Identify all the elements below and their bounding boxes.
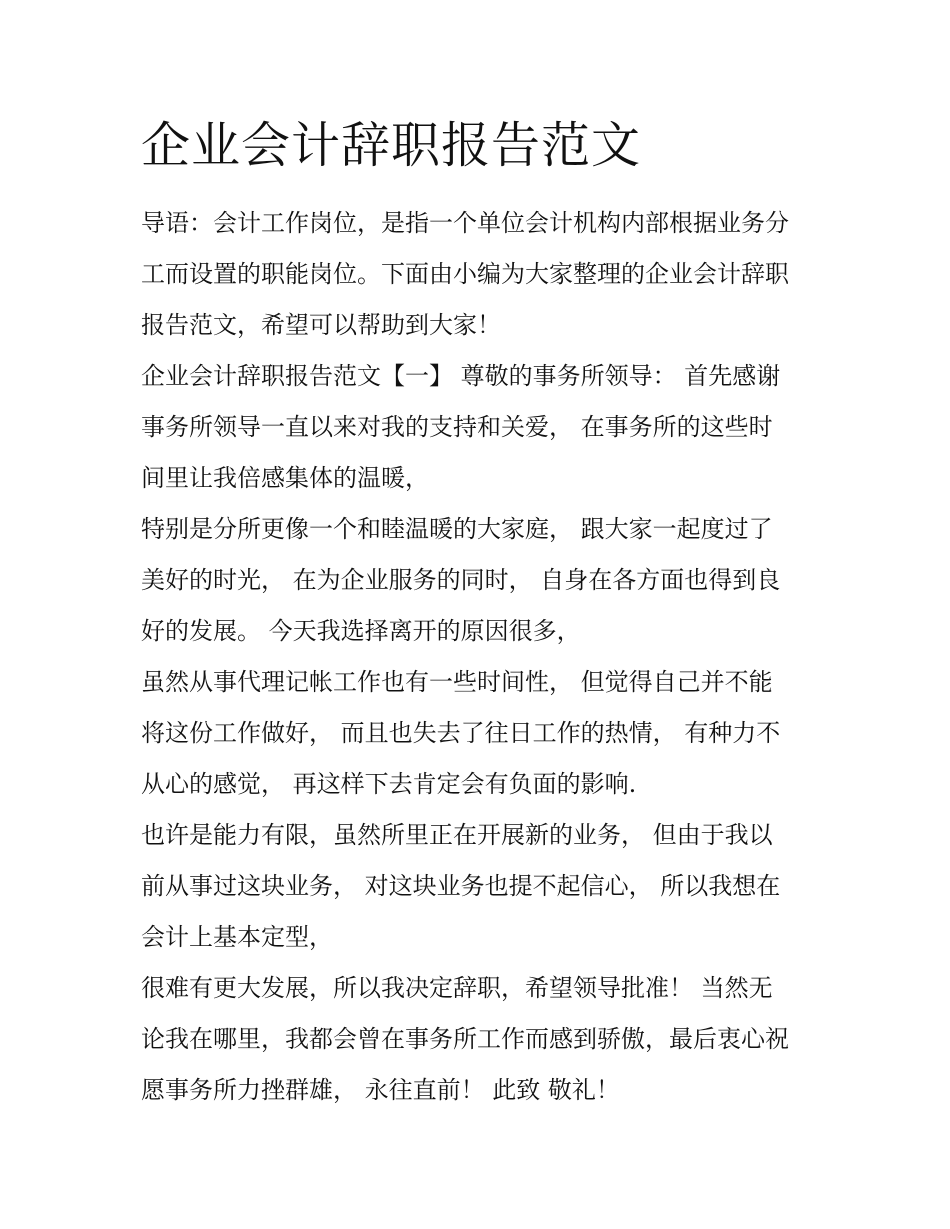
text-line: 将这份工作做好， 而且也失去了往日工作的热情， 有种力不 [141,719,781,747]
text-line: 报告范文，希望可以帮助到大家！ [141,311,501,339]
text-line: 特别是分所更像一个和睦温暖的大家庭， 跟大家一起度过了 [141,515,773,543]
text-line: 美好的时光， 在为企业服务的同时， 自身在各方面也得到良 [141,566,781,594]
text-line: 会计上基本定型， [141,923,333,951]
text-line: 事务所领导一直以来对我的支持和关爱， 在事务所的这些时 [141,413,773,441]
text-line: 也许是能力有限，虽然所里正在开展新的业务， 但由于我以 [141,821,773,849]
document-body [141,198,821,1116]
text-line: 虽然从事代理记帐工作也有一些时间性， 但觉得自己并不能 [141,668,773,696]
text-line: 从心的感觉， 再这样下去肯定会有负面的影响. [141,770,637,798]
text-line: 导语：会计工作岗位，是指一个单位会计机构内部根据业务分 [141,209,789,237]
text-line: 间里让我倍感集体的温暖， [141,464,429,492]
text-line: 好的发展。 今天我选择离开的原因很多， [141,617,581,645]
text-line: 论我在哪里，我都会曾在事务所工作而感到骄傲，最后衷心祝 [141,1025,789,1053]
document-title: 企业会计辞职报告范文 [141,117,642,174]
text-line: 工而设置的职能岗位。下面由小编为大家整理的企业会计辞职 [141,260,789,288]
text-line: 很难有更大发展，所以我决定辞职，希望领导批准！ 当然无 [141,974,773,1002]
text-line: 前从事过这块业务， 对这块业务也提不起信心， 所以我想在 [141,872,781,900]
text-line: 愿事务所力挫群雄， 永往直前！ 此致 敬礼！ [141,1076,620,1104]
text-line: 企业会计辞职报告范文【一】 尊敬的事务所领导： 首先感谢 [141,362,781,390]
